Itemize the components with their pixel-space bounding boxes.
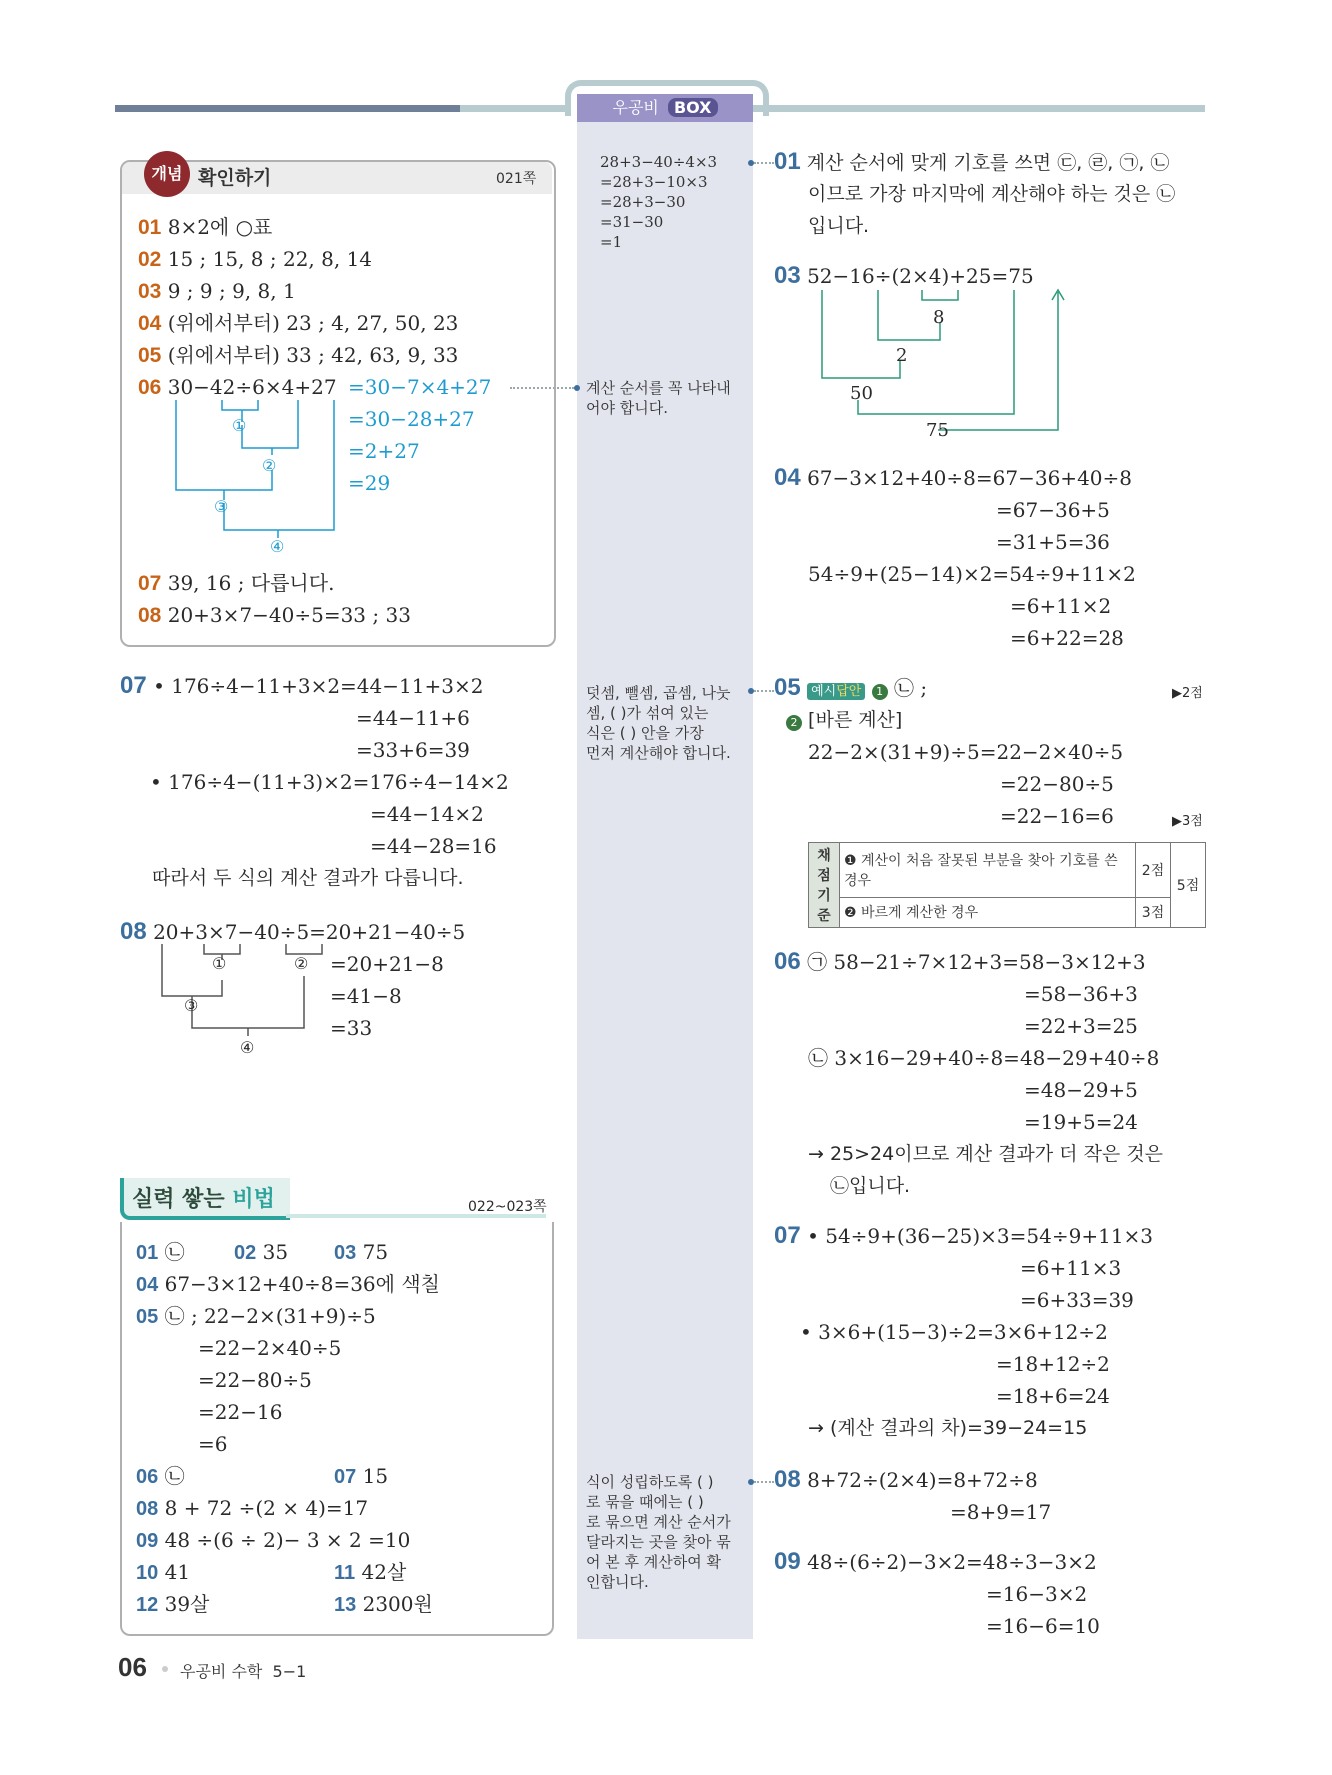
item-number: 08 bbox=[120, 918, 147, 945]
q06-step: =29 bbox=[348, 471, 391, 495]
right-q05-l2 bbox=[786, 708, 902, 732]
right-q06-line: → 25>24이므로 계산 결과가 더 작은 것은 bbox=[808, 1143, 1164, 1165]
right-q09-line: =16−3×2 bbox=[986, 1582, 1088, 1606]
item-number: 02 bbox=[234, 1242, 257, 1264]
step-one-icon: 1 bbox=[872, 684, 888, 700]
item-number: 10 bbox=[136, 1562, 159, 1584]
concept-line-05 bbox=[138, 343, 458, 368]
right-q05-line: 22−2×(31+9)÷5=22−2×40÷5 bbox=[808, 740, 1124, 764]
item-text: 52−16÷(2×4)+25=75 bbox=[807, 264, 1034, 288]
right-q04 bbox=[774, 466, 1132, 490]
item-number: 04 bbox=[774, 464, 801, 491]
item-text: 48÷(6÷2)−3×2=48÷3−3×2 bbox=[807, 1550, 1097, 1574]
item-text: 8+72÷(2×4)=8+72÷8 bbox=[807, 1468, 1038, 1492]
item-number: 09 bbox=[136, 1530, 159, 1552]
right-q08 bbox=[774, 1468, 1038, 1492]
left-q07-line bbox=[120, 674, 483, 698]
right-q05-line: =22−16=6 bbox=[1000, 804, 1114, 828]
q03-value: 75 bbox=[926, 420, 949, 441]
q06-step: =2+27 bbox=[348, 439, 420, 463]
box-label-2: BOX bbox=[668, 98, 718, 117]
order-mark: ① bbox=[212, 954, 227, 973]
right-q07-line: =18+6=24 bbox=[996, 1384, 1110, 1408]
skill-item bbox=[136, 1240, 185, 1265]
right-q07-line: =18+12÷2 bbox=[996, 1352, 1110, 1376]
side-note-line: =1 bbox=[600, 233, 623, 251]
box-header bbox=[577, 94, 753, 122]
example-answer-tag bbox=[807, 683, 865, 700]
skill-page: 022~023쪽 bbox=[468, 1199, 547, 1215]
skill-item bbox=[334, 1464, 388, 1489]
q03-value: 2 bbox=[896, 345, 908, 366]
side-note-line: 인합니다. bbox=[586, 1573, 649, 1591]
item-number: 03 bbox=[774, 262, 801, 289]
item-text: 67−3×12+40÷8=36에 색칠 bbox=[164, 1272, 440, 1296]
header-bar-mid bbox=[460, 105, 570, 112]
right-q04-line: =67−36+5 bbox=[996, 498, 1110, 522]
right-q06-line: ㉡ 3×16−29+40÷8=48−29+40÷8 bbox=[808, 1046, 1160, 1070]
item-number: 07 bbox=[138, 572, 162, 595]
points: ▶3점 bbox=[1172, 814, 1203, 829]
item-text: 20+3×7−40÷5=20+21−40÷5 bbox=[153, 920, 466, 944]
left-q08-line: =33 bbox=[330, 1016, 373, 1040]
item-text: ㉡ ; 22−2×(31+9)÷5 bbox=[164, 1304, 376, 1328]
side-note-1 bbox=[600, 152, 717, 252]
item-number: 07 bbox=[334, 1466, 357, 1488]
right-q09-line: =16−6=10 bbox=[986, 1614, 1100, 1638]
skill-item bbox=[234, 1240, 288, 1265]
right-q04-line: =6+22=28 bbox=[1010, 626, 1124, 650]
item-number: 12 bbox=[136, 1594, 159, 1616]
item-number: 03 bbox=[334, 1242, 357, 1264]
item-text: 15 ; 15, 8 ; 22, 8, 14 bbox=[167, 247, 373, 271]
box-label: 우공비 bbox=[612, 98, 659, 117]
item-text: 39, 16 ; 다릅니다. bbox=[167, 571, 335, 595]
side-note-line: 어 본 후 계산하여 확 bbox=[586, 1553, 721, 1571]
side-note-line: 28+3−40÷4×3 bbox=[600, 153, 718, 171]
item-number: 08 bbox=[774, 1466, 801, 1493]
left-q07-line: 따라서 두 식의 계산 결과가 다릅니다. bbox=[152, 867, 464, 889]
item-number: 06 bbox=[136, 1466, 159, 1488]
item-number: 09 bbox=[774, 1548, 801, 1575]
item-text: 계산 순서에 맞게 기호를 쓰면 ㉢, ㉣, ㉠, ㉡ bbox=[806, 152, 1170, 174]
header-bar-left bbox=[115, 105, 460, 112]
side-note-line: 로 묶으면 계산 순서가 bbox=[586, 1513, 731, 1531]
points: ▶2점 bbox=[1172, 686, 1203, 701]
left-q08-line bbox=[120, 920, 465, 944]
item-number: 01 bbox=[136, 1242, 159, 1264]
skill-item bbox=[334, 1592, 433, 1617]
concept-line-04 bbox=[138, 311, 458, 336]
concept-page: 021쪽 bbox=[496, 171, 537, 187]
side-note-line: 먼저 계산해야 합니다. bbox=[586, 744, 731, 762]
item-text: 15 bbox=[362, 1464, 389, 1488]
item-text: 2300원 bbox=[362, 1592, 433, 1616]
right-q04-line: =6+11×2 bbox=[1010, 594, 1112, 618]
grading-criterion: ❶ 계산이 처음 잘못된 부분을 찾아 기호를 쓴 경우 bbox=[840, 843, 1136, 898]
q06-step: =30−7×4+27 bbox=[348, 375, 492, 399]
side-note-line: 계산 순서를 꼭 나타내 bbox=[586, 379, 731, 397]
side-note-3 bbox=[586, 683, 731, 763]
item-number: 01 bbox=[138, 216, 162, 239]
connector-line bbox=[754, 690, 774, 692]
grading-total: 5점 bbox=[1171, 843, 1206, 928]
order-mark: ① bbox=[232, 416, 247, 435]
right-q07-line: • 3×6+(15−3)÷2=3×6+12÷2 bbox=[800, 1320, 1108, 1344]
item-text: 48 ÷(6 ÷ 2)− 3 × 2 =10 bbox=[164, 1528, 411, 1552]
item-text: (위에서부터) 23 ; 4, 27, 50, 23 bbox=[167, 311, 459, 335]
skill-title-a: 실력 쌓는 bbox=[132, 1187, 225, 1212]
item-number: 02 bbox=[138, 248, 162, 271]
skill-item bbox=[334, 1560, 406, 1585]
right-q09 bbox=[774, 1550, 1097, 1574]
item-text: 8 + 72 ÷(2 × 4)=17 bbox=[164, 1496, 369, 1520]
order-mark: ③ bbox=[184, 996, 199, 1015]
right-q05 bbox=[774, 676, 927, 704]
side-note-2 bbox=[586, 378, 731, 418]
item-text: (위에서부터) 33 ; 42, 63, 9, 33 bbox=[167, 343, 459, 367]
left-q07-line: =44−11+6 bbox=[356, 706, 470, 730]
footer-dot bbox=[162, 1666, 168, 1672]
skill-title-b: 비법 bbox=[232, 1187, 275, 1212]
item-text: ㉡ bbox=[164, 1240, 185, 1264]
grading-header: 채점 기준 bbox=[809, 843, 840, 928]
left-q08-line: =20+21−8 bbox=[330, 952, 444, 976]
item-text: [바른 계산] bbox=[808, 709, 903, 731]
order-mark: ③ bbox=[214, 497, 229, 516]
skill-item: =22−16 bbox=[198, 1400, 283, 1424]
side-note-line: 식은 ( ) 안을 가장 bbox=[586, 724, 704, 742]
item-text: 9 ; 9 ; 9, 8, 1 bbox=[167, 279, 296, 303]
side-note-line: =28+3−10×3 bbox=[600, 173, 708, 191]
right-q08-line: =8+9=17 bbox=[950, 1500, 1052, 1524]
skill-item bbox=[136, 1560, 190, 1585]
side-column bbox=[577, 94, 753, 1639]
skill-item bbox=[136, 1592, 209, 1617]
item-text: 42살 bbox=[361, 1560, 407, 1584]
header-bar-right bbox=[750, 105, 1205, 112]
concept-line-02 bbox=[138, 247, 372, 272]
right-q06-line: ㉡입니다. bbox=[830, 1175, 911, 1197]
item-number: 01 bbox=[774, 148, 801, 175]
tag-a: 예시 bbox=[811, 684, 837, 699]
q03-order-diagram bbox=[818, 290, 1078, 440]
right-q01-line: 입니다. bbox=[808, 215, 870, 237]
concept-line-08 bbox=[138, 603, 411, 628]
grading-points: 3점 bbox=[1136, 897, 1171, 927]
skill-item bbox=[136, 1496, 368, 1521]
side-note-line: 셈, ( )가 섞여 있는 bbox=[586, 704, 709, 722]
side-note-line: =28+3−30 bbox=[600, 193, 686, 211]
q03-value: 50 bbox=[850, 383, 873, 404]
step-two-icon: 2 bbox=[786, 715, 802, 731]
right-q04-line: =31+5=36 bbox=[996, 530, 1110, 554]
item-text: 75 bbox=[362, 1240, 389, 1264]
item-text: 8×2에 ○표 bbox=[167, 215, 273, 239]
skill-item bbox=[136, 1464, 185, 1489]
concept-title: 확인하기 bbox=[198, 167, 272, 189]
skill-item: =22−80÷5 bbox=[198, 1368, 312, 1392]
item-number: 13 bbox=[334, 1594, 357, 1616]
skill-item bbox=[136, 1304, 376, 1329]
item-text: ㉡ ; bbox=[894, 676, 928, 700]
q06-step: =30−28+27 bbox=[348, 407, 475, 431]
item-number: 04 bbox=[136, 1274, 159, 1296]
side-note-line: 덧셈, 뺄셈, 곱셈, 나눗 bbox=[586, 684, 731, 702]
skill-item bbox=[334, 1240, 388, 1265]
item-number: 03 bbox=[138, 280, 162, 303]
order-mark: ④ bbox=[240, 1038, 255, 1057]
grading-table bbox=[808, 842, 1206, 928]
item-number: 11 bbox=[334, 1562, 356, 1584]
item-number: 07 bbox=[774, 1222, 801, 1249]
right-q06-line: =22+3=25 bbox=[1024, 1014, 1138, 1038]
item-number: 08 bbox=[138, 604, 162, 627]
item-number: 06 bbox=[774, 948, 801, 975]
right-q07-line: =6+11×3 bbox=[1020, 1256, 1122, 1280]
order-mark: ④ bbox=[270, 537, 285, 556]
order-mark: ② bbox=[262, 456, 277, 475]
item-text: 30−42÷6×4+27 bbox=[167, 375, 337, 399]
item-text: 20+3×7−40÷5=33 ; 33 bbox=[167, 603, 411, 627]
right-q06-line: =48−29+5 bbox=[1024, 1078, 1138, 1102]
right-q05-line: =22−80÷5 bbox=[1000, 772, 1114, 796]
item-text: • 54÷9+(36−25)×3=54÷9+11×3 bbox=[807, 1224, 1154, 1248]
side-note-line: 식이 성립하도록 ( ) bbox=[586, 1473, 714, 1491]
right-q07-line: =6+33=39 bbox=[1020, 1288, 1134, 1312]
item-text: ㉡ bbox=[164, 1464, 185, 1488]
left-q07-line: =44−14×2 bbox=[370, 802, 484, 826]
grading-points: 2점 bbox=[1136, 843, 1171, 898]
skill-title bbox=[132, 1182, 275, 1213]
footer-page-number: 06 bbox=[118, 1652, 147, 1682]
right-q06-line: =58−36+3 bbox=[1024, 982, 1138, 1006]
right-q01-line: 이므로 가장 마지막에 계산해야 하는 것은 ㉡ bbox=[808, 183, 1176, 205]
skill-item: =6 bbox=[198, 1432, 228, 1456]
connector-line bbox=[754, 1481, 774, 1483]
skill-item: =22−2×40÷5 bbox=[198, 1336, 342, 1360]
tag-b: 답안 bbox=[836, 684, 862, 699]
item-number: 04 bbox=[138, 312, 162, 335]
left-q07-line: • 176÷4−(11+3)×2=176÷4−14×2 bbox=[150, 770, 509, 794]
right-q01 bbox=[774, 150, 1169, 175]
side-note-line: 로 묶을 때에는 ( ) bbox=[586, 1493, 704, 1511]
item-number: 05 bbox=[774, 674, 801, 701]
left-q08-line: =41−8 bbox=[330, 984, 402, 1008]
item-number: 08 bbox=[136, 1498, 159, 1520]
side-note-line: 어야 합니다. bbox=[586, 399, 668, 417]
right-q04-line: 54÷9+(25−14)×2=54÷9+11×2 bbox=[808, 562, 1136, 586]
item-number: 06 bbox=[138, 376, 162, 399]
item-number: 07 bbox=[120, 672, 147, 699]
right-q07 bbox=[774, 1224, 1153, 1248]
connector-line bbox=[754, 162, 774, 164]
right-q06-line: =19+5=24 bbox=[1024, 1110, 1138, 1134]
order-mark: ② bbox=[294, 954, 309, 973]
footer-title: 우공비 수학 5−1 bbox=[180, 1662, 307, 1681]
concept-line-06 bbox=[138, 375, 337, 400]
right-q06 bbox=[774, 950, 1146, 974]
right-q07-line: → (계산 결과의 차)=39−24=15 bbox=[808, 1417, 1088, 1439]
item-number: 05 bbox=[138, 344, 162, 367]
concept-badge: 개념 bbox=[144, 151, 190, 197]
connector-dot bbox=[574, 385, 580, 391]
item-number: 05 bbox=[136, 1306, 159, 1328]
item-text: • 176÷4−11+3×2=44−11+3×2 bbox=[153, 674, 484, 698]
concept-line-01 bbox=[138, 215, 272, 240]
item-text: 39살 bbox=[164, 1592, 210, 1616]
grading-criterion: ❷ 바르게 계산한 경우 bbox=[840, 897, 1136, 927]
item-text: 41 bbox=[164, 1560, 191, 1584]
concept-line-03 bbox=[138, 279, 296, 304]
side-note-line: 달라지는 곳을 찾아 묶 bbox=[586, 1533, 731, 1551]
right-q03 bbox=[774, 264, 1034, 288]
item-text: 67−3×12+40÷8=67−36+40÷8 bbox=[807, 466, 1132, 490]
concept-line-07 bbox=[138, 571, 334, 596]
skill-item bbox=[136, 1528, 410, 1553]
left-q07-line: =33+6=39 bbox=[356, 738, 470, 762]
item-text: ㉠ 58−21÷7×12+3=58−3×12+3 bbox=[807, 950, 1146, 974]
q03-value: 8 bbox=[933, 307, 945, 328]
side-note-line: =31−30 bbox=[600, 213, 664, 231]
skill-item bbox=[136, 1272, 440, 1297]
left-q07-line: =44−28=16 bbox=[370, 834, 497, 858]
side-note-4 bbox=[586, 1472, 731, 1592]
item-text: 35 bbox=[262, 1240, 289, 1264]
